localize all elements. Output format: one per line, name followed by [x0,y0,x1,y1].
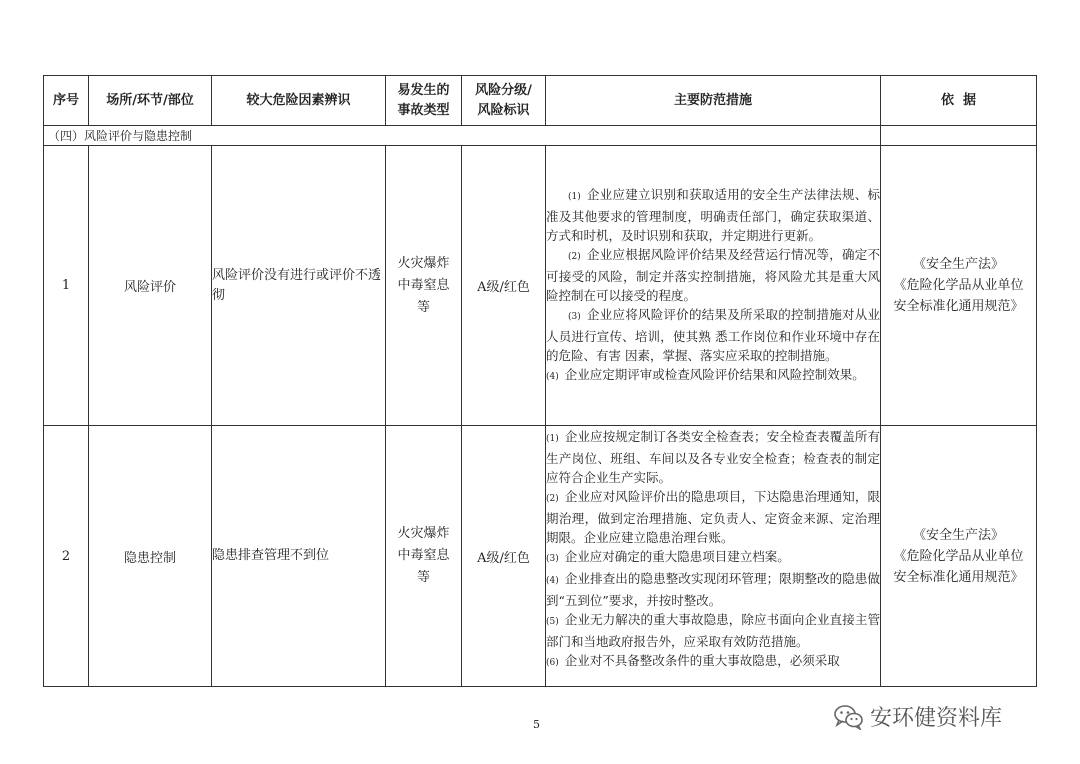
row-accident-type [386,426,462,687]
accident-type-line: 火灾爆炸 [397,526,450,541]
header-place: 场所/环节/部位 [89,76,212,126]
row-basis [881,146,1037,426]
measure-item: (1) 企业应建立识别和获取适用的安全生产法律法规、标准及其他要求的管理制度，明确责任部门，确定获取渠道、方式和时机，及时识别和获取，并定期进行更新。 [546,186,880,243]
row-no: 1 [44,146,89,426]
accident-type-line: 等 [416,299,430,315]
accident-type-line: 中毒窒息 [397,548,450,563]
measure-item: (6) 企业对不具备整改条件的重大事故隐患，必须采取 [546,653,840,668]
header-accident-type-line2: 事故类型 [397,102,450,118]
watermark-text: 安环健资料库 [870,706,1003,731]
measure-item: (3) 企业应将风险评价的结果及所采取的控制措施对从业人员进行宣传、培训，使其熟 悉工作岗位和作业环境中存在的危险、有害 因素，掌握、落实应采取的控制措施。 [546,306,880,363]
row-accident-type [386,146,462,426]
row-basis [881,426,1037,687]
accident-type-line: 等 [416,570,430,585]
measure-item: (4) 企业排查出的隐患整改实现闭环管理；限期整改的隐患做到“五到位”要求，并按时整改。 [546,571,880,608]
row-risk-level: A级/红色 [462,146,546,426]
header-accident-type [386,76,462,126]
measure-item: (3) 企业应对确定的重大隐患项目建立档案。 [546,549,790,564]
section-row [44,126,1037,146]
header-accident-type-line1: 易发生的 [397,82,450,98]
header-basis: 依 据 [881,76,1037,126]
measure-item: (2) 企业应根据风险评价结果及经营运行情况等，确定不可接受的风险，制定并落实控制措施，将风险尤其是重大风险控制在可以接受的程度。 [546,246,880,303]
row-place: 风险评价 [89,146,212,426]
accident-type-line: 火灾爆炸 [397,255,450,271]
measure-item: (2) 企业应对风险评价出的隐患项目，下达隐患治理通知，限期治理，做到定治理措施、定负责人、定资金来源、定治理期限。企业应建立隐患治理台账。 [546,489,880,545]
header-risk-level [462,76,546,126]
table-row [44,146,1037,426]
header-hazard: 较大危险因素辨识 [212,76,386,126]
table-row [44,426,1037,687]
row-place: 隐患控制 [89,426,212,687]
measure-item: (1) 企业应按规定制订各类安全检查表；安全检查表覆盖所有生产岗位、班组、车间以及各专业安全检查；检查表的制定应符合企业生产实际。 [546,429,880,485]
row-hazard: 隐患排查管理不到位 [212,426,386,687]
header-measures: 主要防范措施 [546,76,881,126]
measure-item: (4) 企业应定期评审或检查风险评价结果和风险控制效果。 [546,366,865,382]
header-risk-level-line1: 风险分级/ [475,82,532,98]
row-risk-level: A级/红色 [462,426,546,687]
basis-line: 安全标准化通用规范》 [893,569,1024,585]
page-number: 5 [533,718,540,731]
header-risk-level-line2: 风险标识 [477,102,530,118]
basis-line: 《安全生产法》 [912,527,1004,543]
table-header-row [44,76,1037,126]
header-no: 序号 [44,76,89,126]
row-no: 2 [44,426,89,687]
basis-line: 《危险化学品从业单位 [893,278,1024,293]
watermark [834,701,1002,732]
wechat-icon [834,704,864,730]
section-title: （四）风险评价与隐患控制 [44,126,881,146]
row-hazard: 风险评价没有进行或评价不透彻 [212,146,386,426]
row-measures [546,146,881,426]
section-empty-cell [881,126,1037,146]
basis-line: 《危险化学品从业单位 [893,548,1024,564]
risk-table [43,75,1037,687]
basis-line: 安全标准化通用规范》 [893,299,1024,314]
basis-line: 《安全生产法》 [912,257,1004,272]
row-measures [546,426,881,687]
measure-item: (5) 企业无力解决的重大事故隐患，除应书面向企业直接主管部门和当地政府报告外，应采取有效防范措施。 [546,612,880,649]
accident-type-line: 中毒窒息 [397,277,450,293]
